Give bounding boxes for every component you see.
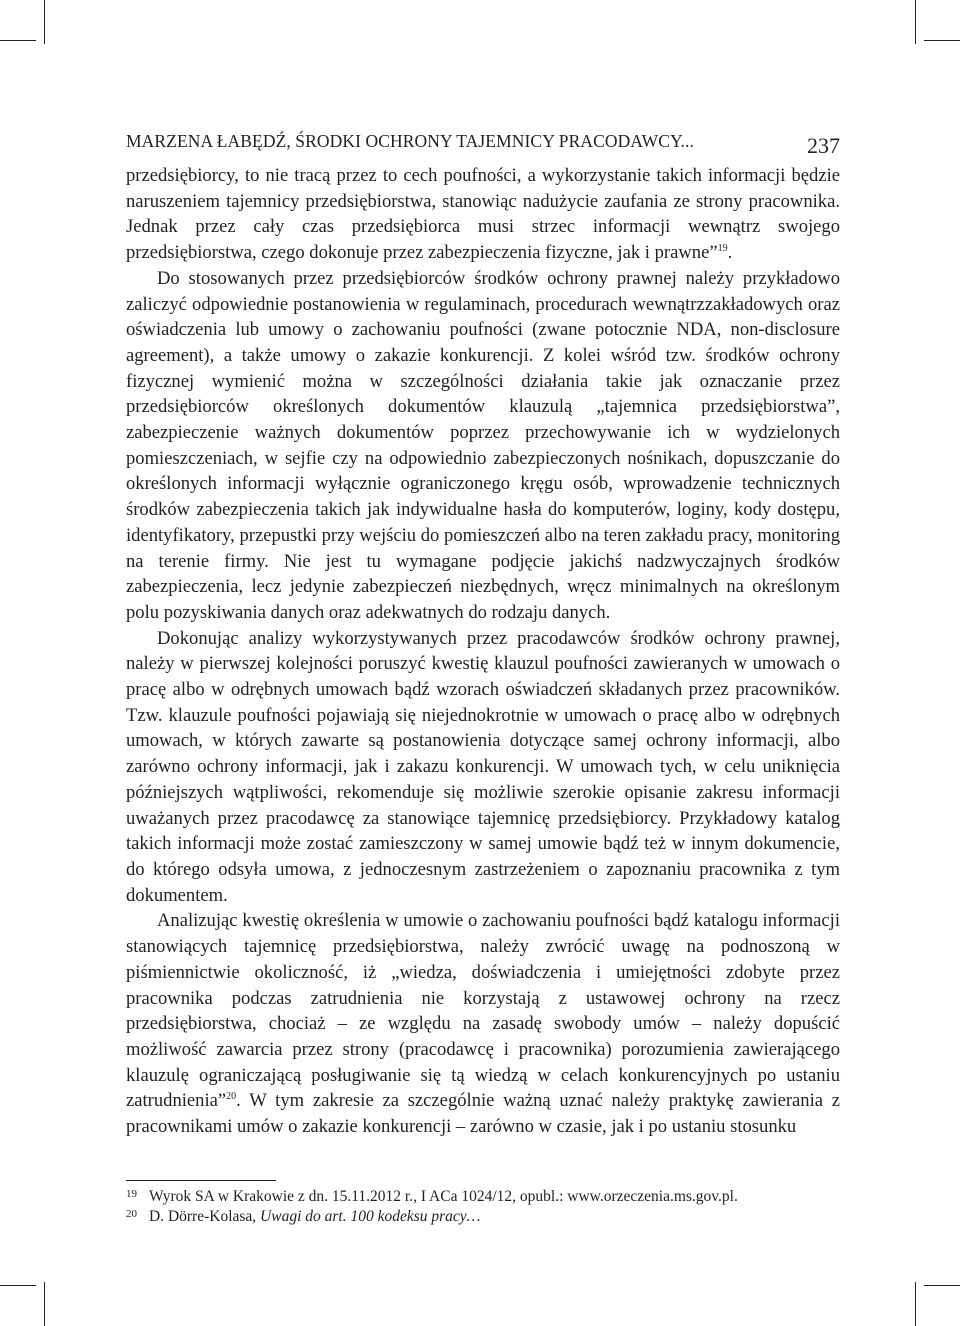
page-header (126, 127, 840, 157)
footnote-text: Wyrok SA w Krakowie z dn. 15.11.2012 r., I ACa 1024/12, opubl.: www.orzeczenia.ms.gov.pl. (149, 1188, 738, 1205)
footnote-ref-20: 20 (226, 1091, 237, 1103)
crop-mark-top-left-h (0, 40, 36, 41)
footnote-ref-19: 19 (717, 242, 728, 254)
footnotes (126, 1187, 840, 1227)
crop-mark-bottom-right-v (915, 1282, 916, 1326)
running-title: MARZENA ŁABĘDŹ, ŚRODKI OCHRONY TAJEMNICY PRACODAWCY... (126, 131, 694, 151)
footnote-divider (126, 1180, 276, 1181)
footnote-number: 19 (126, 1188, 137, 1200)
footnote-italic-title: Uwagi do art. 100 kodeksu pracy… (260, 1208, 481, 1225)
crop-mark-bottom-left-h (0, 1285, 36, 1286)
footnote-19 (126, 1187, 840, 1207)
paragraph-1-end: . (727, 242, 733, 264)
crop-mark-top-right-h (924, 40, 960, 41)
footnote-20 (126, 1207, 840, 1227)
body-text (126, 163, 840, 1140)
crop-mark-bottom-left-v (44, 1282, 45, 1326)
footnote-number: 20 (126, 1208, 137, 1220)
paragraph-4 (126, 908, 840, 1139)
paragraph-1-text: przedsiębiorcy, to nie tracą przez to cech poufności, a wykorzystanie takich informacji będzie naruszeniem tajemnicy przedsiębiorstwa, stanowiąc nadużycie zaufania ze strony pracownika. Jednak przez cały czas przedsiębiorca musi strzec informacji wewnątrz swojego przedsiębiorstwa, czego dokonuje przez zabezpieczenia fizyczne, jak i prawne” (126, 165, 840, 264)
crop-mark-top-left-v (44, 0, 45, 44)
paragraph-4-text: Analizując kwestię określenia w umowie o zachowaniu poufności bądź katalogu informacji stanowiących tajemnicę przedsiębiorstwa, należy zwrócić uwagę na podnoszoną w piśmiennictwie okoliczność, iż „wiedza, doświadczenia i umiejętności zdobyte przez pracownika podczas zatrudnienia nie korzystają z ustawowej ochrony na rzecz przedsiębiorstwa, chociaż – ze względu na zasadę swobody umów – należy dopuścić możliwość zawarcia przez strony (pracodawcę i pracownika) porozumienia zawierającego klauzulę ograniczającą posługiwanie się tą wiedzą w celach konkurencyjnych po ustaniu zatrudnienia” (126, 910, 840, 1112)
paragraph-3: Dokonując analizy wykorzystywanych przez pracodawców środków ochrony prawnej, należy w pierwszej kolejności poruszyć kwestię klauzul poufności zawieranych w umowach o pracę albo w odrębnych umowach bądź wzorach oświadczeń składanych przez pracowników. Tzw. klauzule poufności pojawiają się niejednokrotnie w umowach o pracę albo w odrębnych umowach, w których zawarte są postanowienia dotyczące samej ochrony informacji, albo zarówno ochrony informacji, jak i zakazu konkurencji. W umowach tych, w celu uniknięcia późniejszych wątpliwości, rekomenduje się możliwie szerokie opisanie zakresu informacji uważanych przez pracodawcę za stanowiące tajemnicę przedsiębiorcy. Przykładowy katalog takich informacji może zostać zamieszczony w samej umowie bądź też w innym dokumencie, do którego odsyła umowa, z jednoczesnym zastrzeżeniem o zapoznaniu pracownika z tym dokumentem. (126, 627, 840, 906)
page-number: 237 (807, 133, 840, 158)
footnote-text: D. Dörre-Kolasa, (149, 1208, 261, 1225)
paragraph-4-end: . W tym zakresie za szczególnie ważną uznać należy praktykę zawierania z pracownikami umów o zakazie konkurencji – zarówno w czasie, jak i po ustaniu stosunku (126, 1090, 840, 1138)
paragraph-1 (126, 163, 840, 266)
crop-mark-bottom-right-h (924, 1285, 960, 1286)
paragraph-2: Do stosowanych przez przedsiębiorców środków ochrony prawnej należy przykładowo zaliczyć odpowiednie postanowienia w regulaminach, procedurach wewnątrzzakładowych oraz oświadczenia lub umowy o zachowaniu poufności (zwane potocznie NDA, non-disclosure agreement), a także umowy o zakazie konkurencji. Z kolei wśród tzw. środków ochrony fizycznej wymienić można w szczególności działania takie jak oznaczanie przez przedsiębiorców określonych dokumentów klauzulą „tajemnica przedsiębiorstwa”, zabezpieczenie ważnych dokumentów poprzez przechowywanie ich w wydzielonych pomieszczeniach, w sejfie czy na odpowiednio zabezpieczonych nośnikach, dopuszczanie do określonych informacji wyłącznie ograniczonego kręgu osób, wprowadzenie technicznych środków zabezpieczenia takich jak indywidualne hasła do komputerów, loginy, kody dostępu, identyfikatory, przepustki przy wejściu do pomieszczeń albo na teren zakładu pracy, monitoring na terenie firmy. Nie jest tu wymagane podjęcie jakichś nadzwyczajnych środków zabezpieczenia, lecz jedynie zabezpieczeń niezbędnych, wręcz minimalnych na określonym polu pozyskiwania danych oraz adekwatnych do rodzaju danych. (126, 267, 840, 623)
crop-mark-top-right-v (915, 0, 916, 44)
